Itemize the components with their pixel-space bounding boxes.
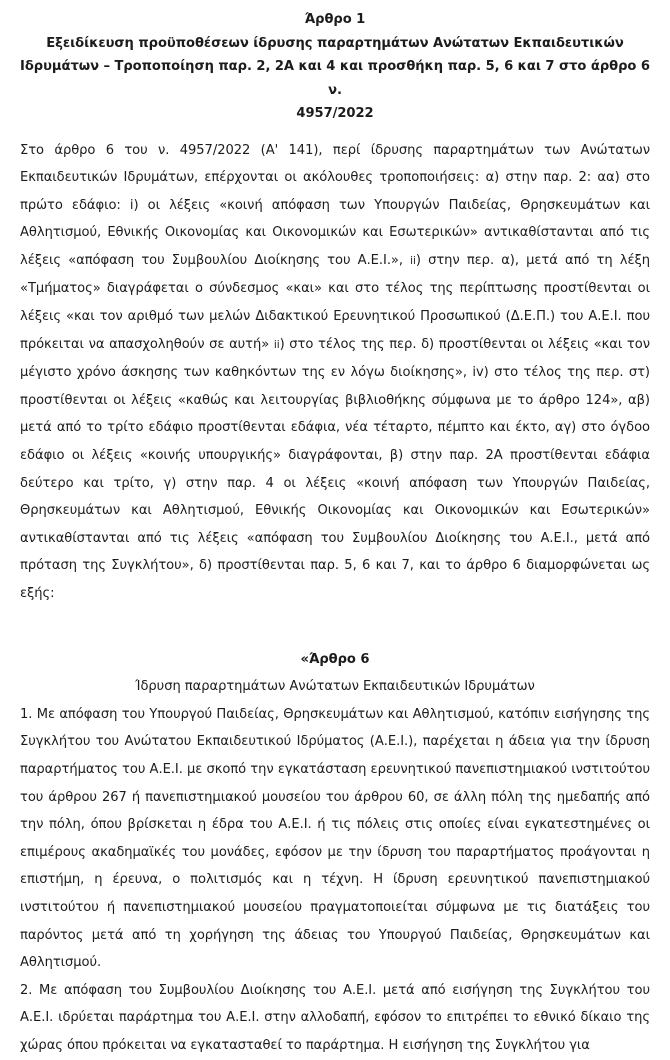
roman-marker-ii-second: ii [273,338,280,351]
roman-marker-ii-first: ii [410,254,416,267]
intro-text-part-2: ) στην περ. α), μετά από τη λέξη «Τμήματος» διαγράφεται ο σύνδεσμος «και» και στο τέλος της περίπτωσης προστίθενται οι λέξεις «και τον αριθμό των μελών Διδακτικού Ερευνητικού Προσωπικού (Δ.Ε.Π.) του Α.Ε.Ι. που πρόκειται να απασχοληθούν σε αυτή» [20,252,650,352]
article-6-item-2: 2. Με απόφαση του Συμβουλίου Διοίκησης του Α.Ε.Ι. μετά από εισήγηση της Συγκλήτου του Α.Ε.Ι. ιδρύεται παράρτημα του Α.Ε.Ι. στην αλλοδαπή, εφόσον το επιτρέπει το εθνικό δίκαιο της χώρας όπου πρόκειται να εγκατασταθεί το παράρτημα. Η εισήγηση της Συγκλήτου για [20,982,650,1053]
article-6-heading: «Άρθρο 6 [300,651,370,667]
title-line-1: Άρθρο 1 [304,12,366,27]
article-6-item-1: 1. Με απόφαση του Υπουργού Παιδείας, Θρησκευμάτων και Αθλητισμού, κατόπιν εισήγησης της Συγκλήτου του Ανώτατου Εκπαιδευτικού Ιδρύματος (Α.Ε.Ι.), παρέχεται η άδεια για την ίδρυση παραρτήματος του Α.Ε.Ι. με σκοπό την εγκατάσταση ερευνητικού πανεπιστημιακού ινστιτούτου του άρθρου 267 ή πανεπιστημιακού μουσείου του άρθρου 60, σε άλλη πόλη της ημεδαπής από την πόλη, όπου βρίσκεται η έδρα του Α.Ε.Ι. ή τις πόλεις στις οποίες είναι εγκατεστημένες οι επιμέρους ακαδημαϊκές του μονάδες, εφόσον με την ίδρυση του παραρτήματος προάγονται η επιστήμη, η έρευνα, ο πολιτισμός και η τέχνη. Η ίδρυση ερευνητικού πανεπιστημιακού ινστιτούτου ή πανεπιστημιακού μουσείου πραγματοποιείται σύμφωνα με τις διατάξεις του παρόντος μετά από τη χορήγηση της άδειας του Υπουργού Παιδείας, Θρησκευμάτων και Αθλητισμού. [20,706,650,971]
intro-paragraph [20,137,650,608]
intro-text-part-3: ) στο τέλος της περ. δ) προστίθενται οι λέξεις «και τον μέγιστο χρόνο άσκησης των καθηκόντων της εν λόγω διοίκησης», iv) στο τέλος της περ. στ) προστίθενται οι λέξεις «καθώς και λειτουργίας βιβλιοθήκης σύμφωνα με το άρθρο 124», αβ) μετά από το τρίτο εδάφιο προστίθενται εδάφια, νέα τέταρτο, πέμπτο και έκτο, αγ) στο όγδοο εδάφιο οι λέξεις «κοινής υπουργικής» διαγράφονται, β) στην παρ. 2Α προστίθενται εδάφια δεύτερο και τρίτο, γ) στην παρ. 4 οι λέξεις «κοινή απόφαση των Υπουργών Παιδείας, Θρησκευμάτων και Αθλητισμού, Εθνικής Οικονομίας και Οικονομικών και Εσωτερικών» αντικαθίστανται από τις λέξεις «απόφαση του Συμβουλίου Διοίκησης του Α.Ε.Ι., μετά από πρόταση της Συγκλήτου», δ) προστίθενται παρ. 5, 6 και 7, και το άρθρο 6 διαμορφώνεται ως εξής: [20,336,650,601]
article-6-subheading: Ίδρυση παραρτημάτων Ανώτατων Εκπαιδευτικών Ιδρυμάτων [135,679,535,695]
title-line-3: Ιδρυμάτων – Τροποποίηση παρ. 2, 2Α και 4 και προσθήκη παρ. 5, 6 και 7 στο άρθρο 6 ν. [20,59,650,98]
page-title [20,8,650,126]
intro-text-part-1: Στο άρθρο 6 του ν. 4957/2022 (Α' 141), περί ίδρυσης παραρτημάτων των Ανώτατων Εκπαιδευτικών Ιδρυμάτων, επέρχονται οι ακόλουθες τροποποιήσεις: α) στην παρ. 2: αα) στο πρώτο εδάφιο: i) οι λέξεις «κοινή απόφαση των Υπουργών Παιδείας, Θρησκευμάτων και Αθλητισμού, Εθνικής Οικονομίας και Οικονομικών και Εσωτερικών» αντικαθίστανται από τις λέξεις «απόφαση του Συμβουλίου Διοίκησης του Α.Ε.Ι.», [20,142,650,268]
title-line-4: 4957/2022 [296,106,374,121]
title-line-2: Εξειδίκευση προϋποθέσεων ίδρυσης παραρτημάτων Ανώτατων Εκπαιδευτικών [46,35,624,51]
